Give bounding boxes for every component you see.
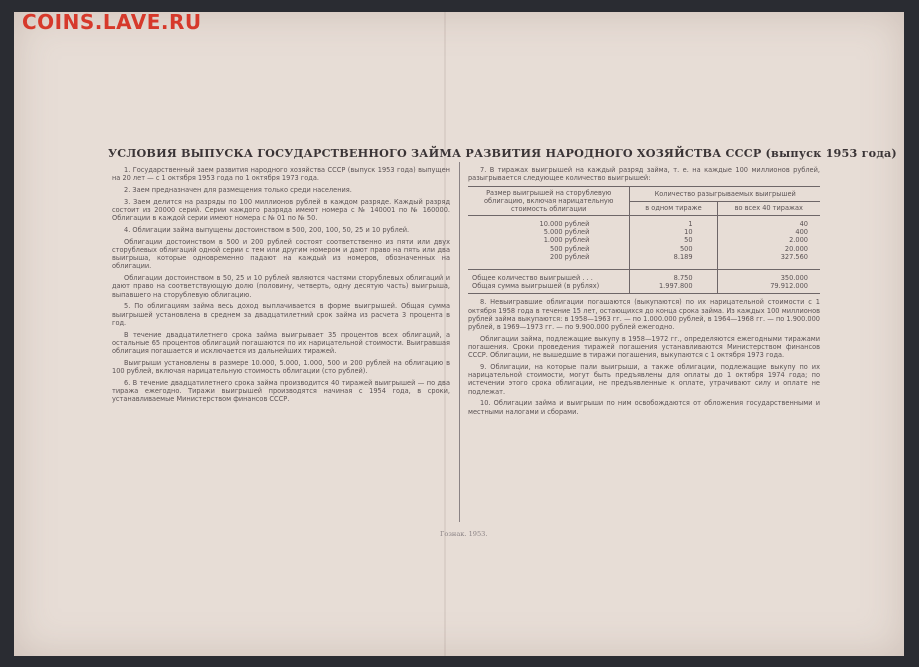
table-row — [468, 236, 820, 244]
prize-size: 5.000 рублей — [543, 228, 590, 237]
watermark: COINS.LAVE.RU — [22, 10, 202, 34]
prize-table — [468, 186, 820, 294]
document-title: УСЛОВИЯ ВЫПУСКА ГОСУДАРСТВЕННОГО ЗАЙМА РАЗВИТИЯ НАРОДНОГО ХОЗЯЙСТВА СССР (выпуск 1953 года) — [108, 146, 897, 160]
clause-9: 9. Облигации, на которые пали выигрыши, а также облигации, подлежащие выкупу по их нарицательной стоимости, могут быть предъявлены для оплаты до 1 октября 1974 года; по истечении этого срока облигации, не предъявленные к оплате, утрачивают силу и оплате не подлежат. — [468, 363, 820, 396]
prize-one-draw: 8.189 — [630, 253, 717, 270]
total-count-all-draws: 350.000 — [717, 270, 820, 283]
prize-one-draw: 50 — [630, 236, 717, 244]
prize-size: 1.000 рублей — [543, 236, 590, 245]
total-count-one-draw: 8.750 — [630, 270, 717, 283]
header-one-draw: в одном тираже — [630, 201, 717, 216]
prize-all-draws: 40 — [717, 216, 820, 229]
total-count-row — [468, 270, 820, 283]
prize-all-draws: 20.000 — [717, 245, 820, 253]
clause-4: 4. Облигации займа выпущены достоинством в 500, 200, 100, 50, 25 и 10 рублей. — [124, 226, 410, 234]
header-all-draws: во всех 40 тиражах — [717, 201, 820, 216]
left-column — [112, 166, 450, 407]
header-prize-count: Количество разыгрываемых выигрышей — [630, 187, 820, 202]
prize-one-draw: 500 — [630, 245, 717, 253]
clause-1: 1. Государственный заем развития народного хозяйства СССР (выпуск 1953 года) выпущен на 20 лет — с 1 октября 1953 года по 1 октября 1973 года. — [112, 166, 450, 183]
prize-size: 500 рублей — [550, 244, 590, 253]
prize-one-draw: 1 — [630, 216, 717, 229]
prize-all-draws: 400 — [717, 228, 820, 236]
right-column — [468, 166, 820, 419]
total-sum-row — [468, 282, 820, 294]
clause-2: 2. Заем предназначен для размещения только среди населения. — [124, 186, 352, 194]
total-count-label: Общее количество выигрышей . . . — [472, 274, 593, 283]
clause-8-paragraph-2: Облигации займа, подлежащие выкупу в 1958—1972 гг., определяются ежегодными тиражами погашения. Сроки проведения тиражей погашения устанавливаются Министерством финансов СССР. Облигации, не вышедшие в тиражи погашения, выкупаются с 1 октября 1973 года. — [468, 334, 820, 360]
clause-8: 8. Невыигравшие облигации погашаются (выкупаются) по их нарицательной стоимости с 1 октября 1958 года в течение 15 лет, остающихся до конца срока займа. Из каждых 100 миллионов рублей займа выкупаются: в 1958—1963 гг. — по 1.000.000 рублей, в 1964—1968 гг. — по 1.900.000 рублей, в 1969—1973 гг. — по 9.900.000 рублей ежегодно. — [468, 298, 820, 332]
prize-all-draws: 327.560 — [717, 253, 820, 270]
total-sum-label: Общая сумма выигрышей (в рублях) — [472, 282, 600, 291]
clause-4-paragraph-2: Облигации достоинством в 500 и 200 рублей состоят соответственно из пяти или двух сторублевых облигаций одной серии с тем или другим номером и дают право на пять или два выигрыша, которые одновременно падают на каждый из номеров, обозначенных на облигации. — [112, 237, 450, 271]
printer-imprint: Гознак. 1953. — [440, 530, 488, 538]
total-sum-one-draw: 1.997.800 — [630, 282, 717, 294]
table-row — [468, 228, 820, 236]
column-divider — [459, 162, 460, 522]
table-row — [468, 216, 820, 229]
clause-7: 7. В тиражах выигрышей на каждый разряд займа, т. е. на каждые 100 миллионов рублей, разыгрывается следующее количество выигрышей: — [468, 166, 820, 183]
prize-all-draws: 2.000 — [717, 236, 820, 244]
clause-10: 10. Облигации займа и выигрыши по ним освобождаются от обложения государственными и местными налогами и сборами. — [468, 399, 820, 416]
prize-size: 10.000 рублей — [539, 220, 590, 228]
header-prize-size: Размер выигрышей на сторублевую облигацию, включая нарицательную стоимость облигации — [468, 187, 630, 216]
total-sum-all-draws: 79.912.000 — [717, 282, 820, 294]
clause-5-paragraph-3: Выигрыши установлены в размере 10.000, 5.000, 1.000, 500 и 200 рублей на облигацию в 100 рублей, включая нарицательную стоимость облигации (сто рублей). — [112, 358, 450, 376]
clause-4-paragraph-3: Облигации достоинством в 50, 25 и 10 рублей являются частями сторублевых облигаций и дают право на соответствующую долю (половину, четверть, одну десятую часть) выигрыша, выпавшего на сторублевую облигацию. — [112, 274, 450, 299]
clause-6: 6. В течение двадцатилетнего срока займа производится 40 тиражей выигрышей — по два тиража ежегодно. Тиражи выигрышей производятся начиная с 1954 года, в сроки, устанавливаемые Министерством финансов СССР. — [112, 378, 450, 404]
prize-one-draw: 10 — [630, 228, 717, 236]
table-row — [468, 245, 820, 253]
prize-size: 200 рублей — [468, 253, 630, 270]
clause-3: 3. Заем делится на разряды по 100 миллионов рублей в каждом разряде. Каждый разряд состоит из 20000 серий. Серии каждого разряда имеют номера с № 140001 по № 160000. Облигации в каждой серии имеют номера с № 01 по № 50. — [112, 197, 450, 223]
clause-5-paragraph-2: В течение двадцатилетнего срока займа выигрывает 35 процентов всех облигаций, а остальные 65 процентов облигаций погашаются по их нарицательной стоимости. Выигравшая облигация погашается и исключается из дальнейших тиражей. — [112, 330, 450, 356]
table-row — [468, 253, 820, 270]
clause-5: 5. По облигациям займа весь доход выплачивается в форме выигрышей. Общая сумма выигрышей установлена в среднем за двадцатилетний срок займа из расчета 3 процента в год. — [112, 302, 450, 327]
